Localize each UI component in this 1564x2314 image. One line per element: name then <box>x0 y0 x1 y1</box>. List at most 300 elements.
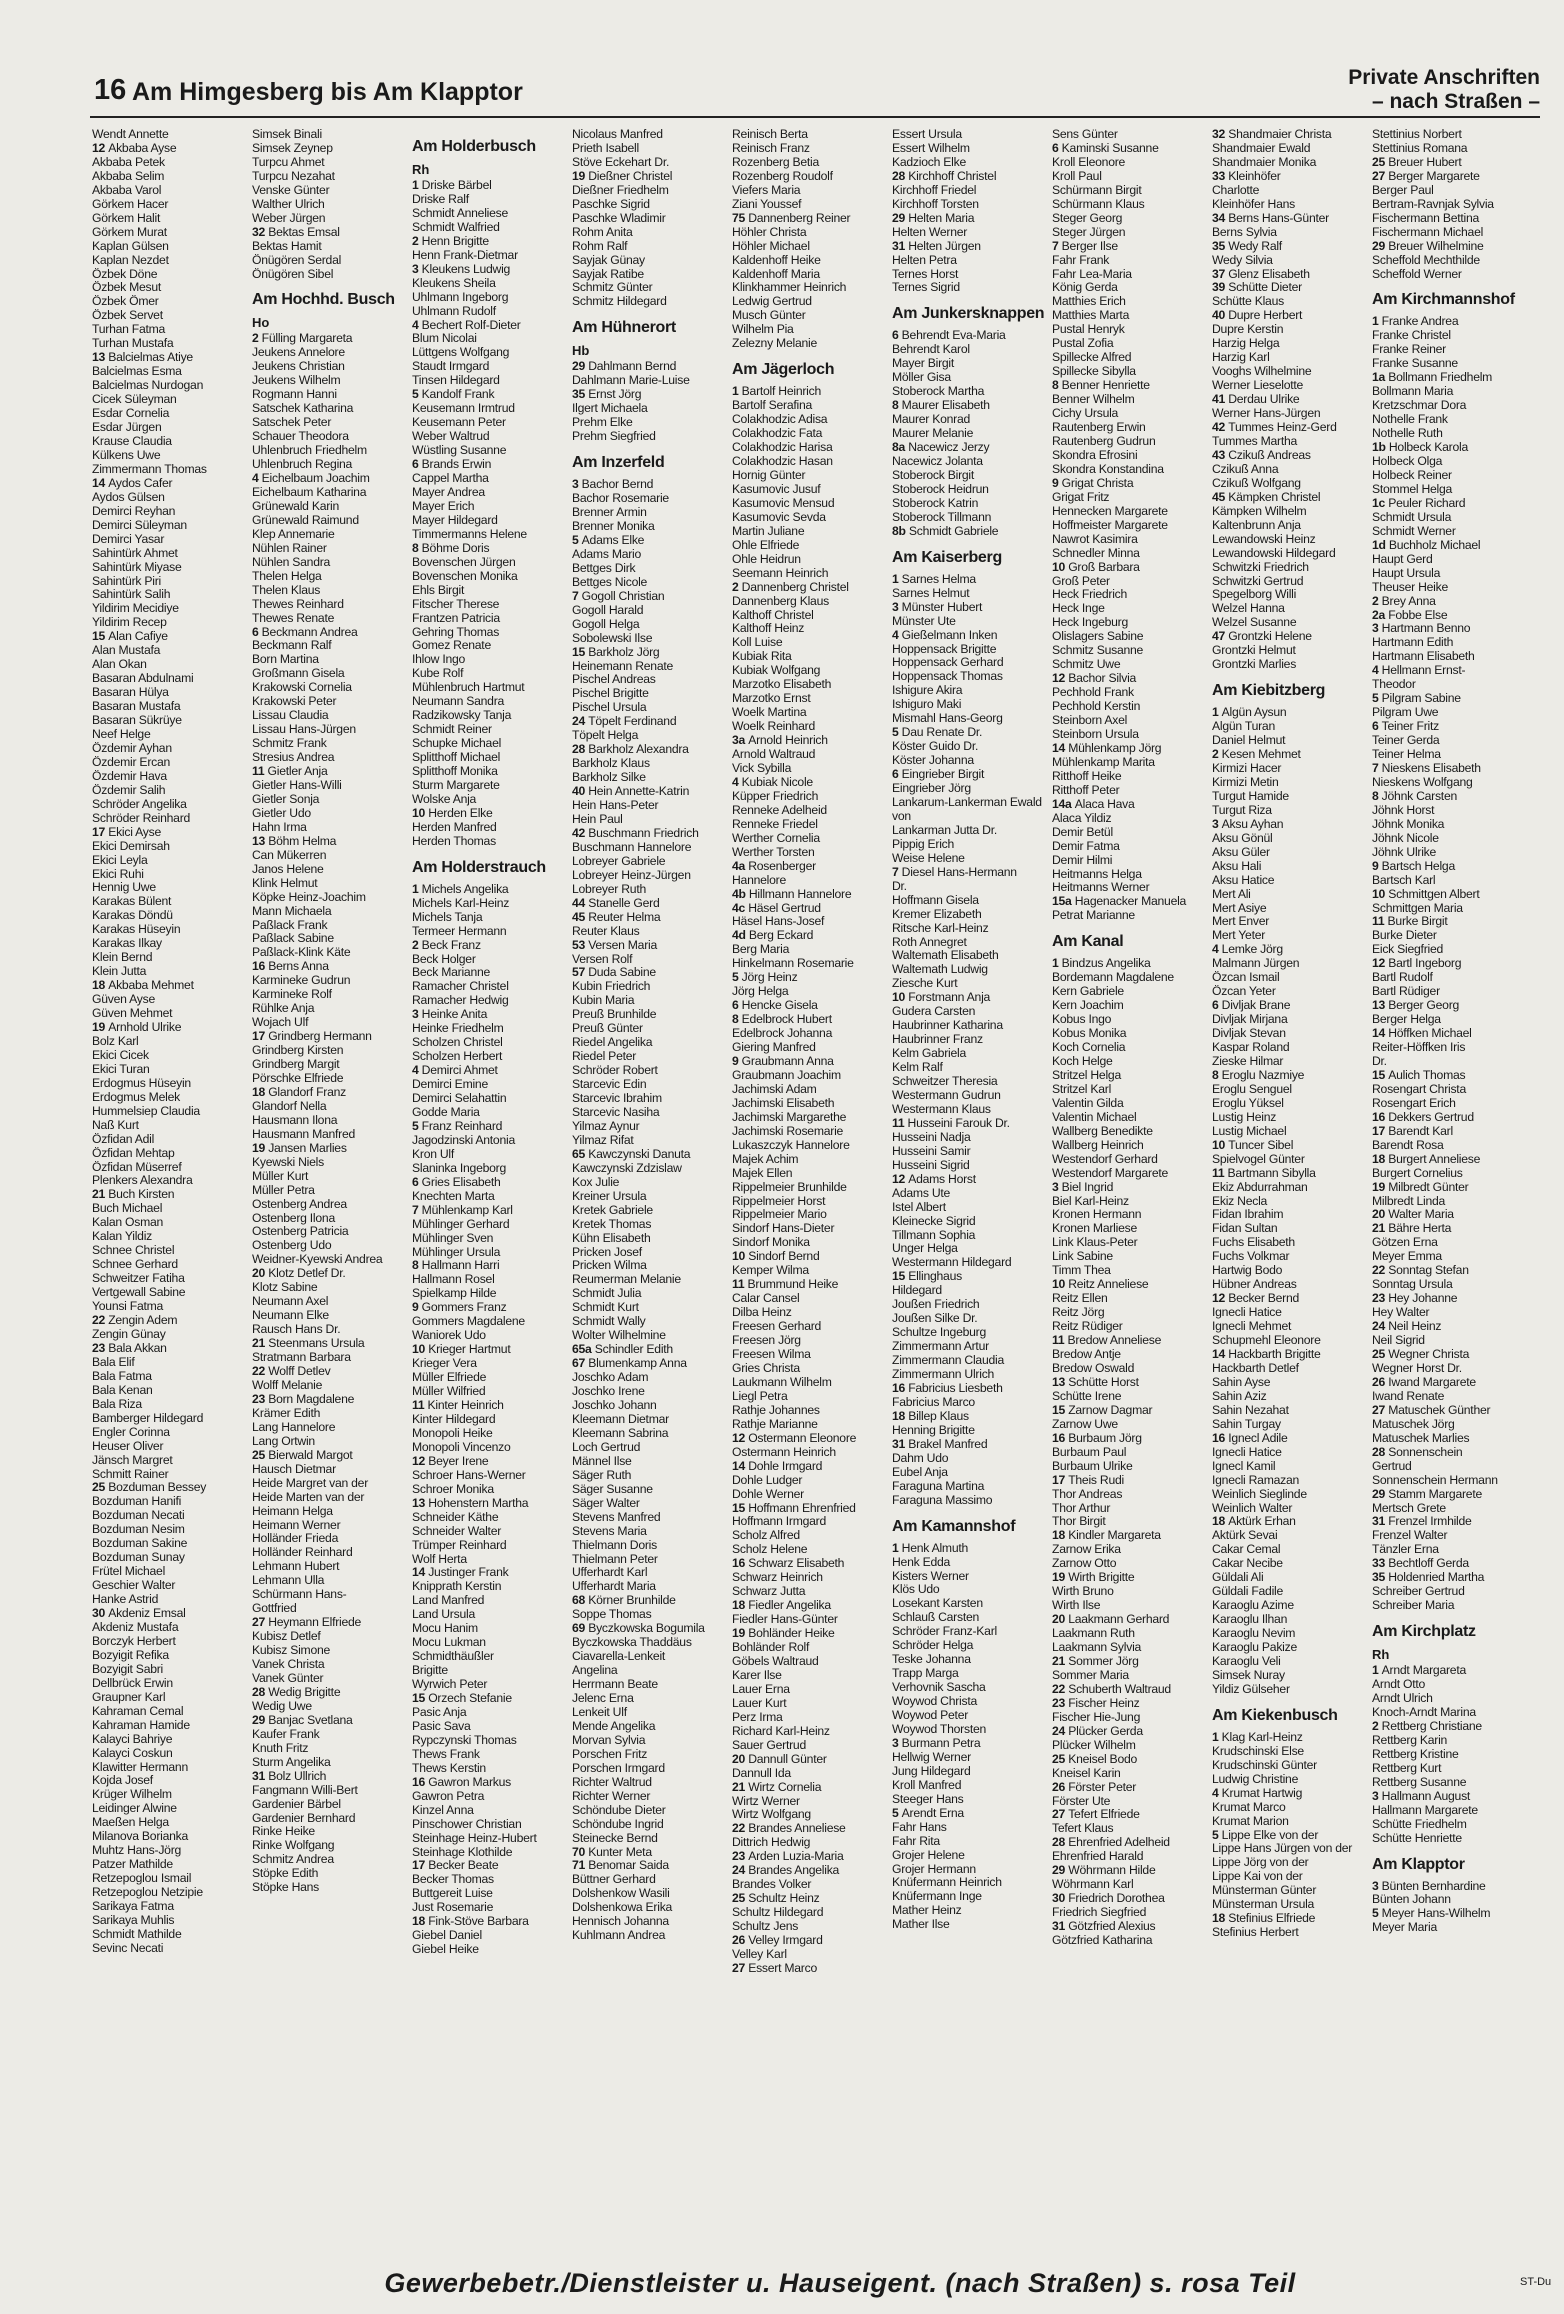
house-number: 4b <box>732 887 749 901</box>
resident-entry <box>412 1790 572 1804</box>
resident-entry <box>1052 1725 1212 1739</box>
resident-entry <box>1052 756 1212 770</box>
resident-entry <box>572 1748 732 1762</box>
page-title: Am Himgesberg bis Am Klapptor <box>132 78 523 106</box>
resident-entry <box>1052 142 1212 156</box>
resident-name: Westendorf Gerhard <box>1052 1152 1158 1166</box>
resident-name: Mismahl Hans-Georg <box>892 712 1003 726</box>
resident-entry <box>732 567 892 581</box>
resident-entry <box>1052 602 1212 616</box>
resident-entry <box>732 1474 892 1488</box>
resident-entry <box>1212 1432 1372 1446</box>
resident-entry <box>892 880 1052 894</box>
resident-name: Pischel Brigitte <box>572 687 649 701</box>
resident-name: Jöhnk Nicole <box>1372 831 1439 845</box>
resident-name: Zarnow Erika <box>1052 1543 1121 1557</box>
resident-entry <box>92 1607 252 1621</box>
resident-name: Dr. <box>892 879 907 893</box>
resident-name: Knüfermann Inge <box>892 1890 982 1904</box>
resident-entry <box>1372 720 1532 734</box>
resident-entry <box>1372 1818 1532 1832</box>
resident-entry <box>572 1608 732 1622</box>
resident-name: Müller Elfriede <box>412 1371 487 1385</box>
resident-name: Schröder Robert <box>572 1064 658 1078</box>
resident-entry <box>1212 915 1372 929</box>
resident-name: Justinger Frank <box>428 1566 509 1580</box>
resident-name: Demirci Süleyman <box>92 518 187 532</box>
resident-entry <box>412 1036 572 1050</box>
house-number: 19 <box>572 169 589 183</box>
resident-name: Heck Friedrich <box>1052 588 1128 602</box>
house-number: 67 <box>572 1357 589 1371</box>
resident-entry <box>1052 156 1212 170</box>
resident-name: Müller Kurt <box>252 1169 309 1183</box>
house-number: 21 <box>92 1188 109 1202</box>
resident-name: Önügören Sibel <box>252 267 334 281</box>
resident-entry <box>1212 929 1372 943</box>
resident-entry <box>572 1273 732 1287</box>
resident-name: Krakowski Peter <box>252 695 337 709</box>
resident-entry <box>572 1553 732 1567</box>
resident-name: Kämpken Wilhelm <box>1212 504 1307 518</box>
resident-entry <box>572 1092 732 1106</box>
resident-name: Zimmermann Artur <box>892 1340 989 1354</box>
resident-entry <box>1212 268 1372 282</box>
resident-name: Thor Birgit <box>1052 1515 1106 1529</box>
resident-name: Dr. <box>1372 1055 1387 1068</box>
resident-entry <box>1052 184 1212 198</box>
resident-entry <box>92 1063 252 1077</box>
resident-name: Geschier Walter <box>92 1579 176 1593</box>
resident-entry <box>1372 142 1532 156</box>
resident-name: Theuser Heike <box>1372 580 1449 594</box>
resident-entry <box>412 193 572 207</box>
resident-name: Kelm Gabriela <box>892 1047 966 1061</box>
resident-entry <box>1372 240 1532 254</box>
resident-entry <box>732 1697 892 1711</box>
resident-name: Knüfermann Heinrich <box>892 1876 1002 1890</box>
resident-name: Stettinius Romana <box>1372 141 1468 155</box>
resident-name: Lobreyer Heinz-Jürgen <box>572 868 691 882</box>
resident-entry <box>1372 1502 1532 1516</box>
resident-name: Aksu Güler <box>1212 845 1270 859</box>
resident-entry <box>252 709 412 723</box>
resident-name: Balcielmas Nurdogan <box>92 379 204 393</box>
resident-name: Wolff Detlev <box>268 1365 331 1379</box>
resident-entry <box>1052 561 1212 575</box>
house-number: 53 <box>572 938 589 952</box>
resident-entry <box>412 939 572 953</box>
resident-entry <box>1372 1125 1532 1139</box>
resident-name: Benomar Saida <box>588 1859 669 1873</box>
district-code: Rh <box>412 162 430 177</box>
resident-name: Heinke Friedhelm <box>412 1022 504 1036</box>
resident-name: Daniel Helmut <box>1212 734 1286 748</box>
resident-entry <box>572 701 732 715</box>
resident-name: Ostenberg Patricia <box>252 1225 349 1239</box>
resident-name: Krause Claudia <box>92 434 172 448</box>
resident-name: Demirci Emine <box>412 1078 488 1092</box>
resident-name: Kern Joachim <box>1052 999 1124 1013</box>
resident-entry <box>412 249 572 263</box>
street-heading: Am Hühnerort <box>572 319 676 337</box>
resident-name: Jeukens Christian <box>252 360 345 374</box>
resident-entry <box>1372 762 1532 776</box>
resident-entry <box>732 692 892 706</box>
resident-name: Shandmaier Christa <box>1228 128 1332 141</box>
house-number: 18 <box>1052 1529 1069 1543</box>
resident-name: Paschke Sigrid <box>572 197 650 211</box>
resident-name: Richter Werner <box>572 1789 651 1803</box>
resident-entry <box>412 1413 572 1427</box>
resident-name: Ishigure Akira <box>892 684 963 698</box>
resident-entry <box>1052 1167 1212 1181</box>
resident-entry <box>732 1850 892 1864</box>
house-number: 40 <box>1212 309 1229 323</box>
resident-entry <box>1372 692 1532 706</box>
resident-entry <box>1052 1474 1212 1488</box>
house-number: 25 <box>92 1481 109 1495</box>
resident-entry <box>92 1705 252 1719</box>
resident-name: Karmineke Gudrun <box>252 974 351 988</box>
resident-name: Lippe Hans Jürgen von der <box>1212 1842 1353 1856</box>
house-number: 14 <box>1052 741 1069 755</box>
resident-name: Kaldenhoff Heike <box>732 253 821 267</box>
resident-name: Becker Bernd <box>1228 1292 1300 1306</box>
resident-name: Buschmann Hannelore <box>572 840 692 854</box>
resident-entry <box>572 374 732 388</box>
resident-entry <box>92 1537 252 1551</box>
resident-entry <box>412 1594 572 1608</box>
resident-entry <box>892 1173 1052 1187</box>
resident-entry <box>1212 874 1372 888</box>
resident-entry <box>1372 1488 1532 1502</box>
resident-name: Retzepoglou Ismail <box>92 1872 192 1886</box>
resident-entry <box>92 1942 252 1956</box>
resident-name: Weber Waltrud <box>412 430 490 444</box>
house-number: 15 <box>1372 1068 1389 1082</box>
resident-name: Görkem Murat <box>92 225 167 239</box>
resident-name: Paschke Wladimir <box>572 211 666 225</box>
resident-name: Schröder Helga <box>892 1639 974 1653</box>
resident-entry <box>892 684 1052 698</box>
resident-entry <box>892 629 1052 643</box>
resident-name: Stöpke Edith <box>252 1867 319 1881</box>
resident-name: Ekiz Abdurrahman <box>1212 1180 1308 1194</box>
resident-entry <box>572 1427 732 1441</box>
resident-name: Sahin Nezahat <box>1212 1403 1289 1417</box>
resident-name: Heide Margret van der <box>252 1476 369 1490</box>
resident-name: Blumenkamp Anna <box>588 1357 687 1371</box>
resident-name: Theodor <box>1372 678 1416 692</box>
resident-name: Ritthoff Heike <box>1052 769 1122 783</box>
resident-name: Schindler Edith <box>594 1343 673 1357</box>
resident-entry <box>92 1830 252 1844</box>
resident-name: Yildirim Mecidiye <box>92 602 179 616</box>
resident-name: Grojer Hermann <box>892 1862 976 1876</box>
house-number: 23 <box>252 1392 269 1406</box>
resident-name: Tefert Klaus <box>1052 1822 1114 1836</box>
resident-entry <box>1212 1195 1372 1209</box>
house-number: 47 <box>1212 630 1229 644</box>
resident-entry <box>412 1511 572 1525</box>
resident-name: Dellbrück Erwin <box>92 1676 173 1690</box>
resident-name: Wolf Herta <box>412 1552 467 1566</box>
resident-name: Ekiz Necla <box>1212 1194 1268 1208</box>
resident-entry <box>1372 1013 1532 1027</box>
resident-name: Wolff Melanie <box>252 1378 323 1392</box>
resident-name: Brakel Manfred <box>908 1437 988 1451</box>
resident-entry <box>892 1438 1052 1452</box>
resident-name: Fuchs Volkmar <box>1212 1250 1290 1264</box>
resident-entry <box>572 576 732 590</box>
resident-entry <box>572 1315 732 1329</box>
house-number: 27 <box>252 1616 269 1630</box>
resident-entry <box>892 329 1052 343</box>
house-number: 4 <box>732 775 742 789</box>
resident-entry <box>732 957 892 971</box>
resident-name: Vick Sybilla <box>732 761 792 775</box>
resident-entry <box>412 1022 572 1036</box>
resident-entry <box>252 128 412 142</box>
resident-entry <box>252 1700 412 1714</box>
resident-name: Sahintürk Ahmet <box>92 546 178 560</box>
resident-name: Bollmann Friedhelm <box>1388 371 1493 385</box>
resident-entry <box>892 385 1052 399</box>
resident-entry <box>1212 1264 1372 1278</box>
resident-entry <box>1052 1236 1212 1250</box>
resident-entry <box>252 919 412 933</box>
resident-entry <box>572 142 732 156</box>
resident-name: Kasumovic Jusuf <box>732 482 821 496</box>
house-number: 6 <box>1052 141 1062 155</box>
resident-entry <box>732 1767 892 1781</box>
resident-name: Weber Jürgen <box>252 211 326 225</box>
resident-entry <box>1212 630 1372 644</box>
resident-name: Rohm Anita <box>572 225 633 239</box>
resident-entry <box>732 198 892 212</box>
resident-name: Lemke Jörg <box>1221 943 1283 957</box>
resident-entry <box>412 1301 572 1315</box>
resident-name: Arndt Ulrich <box>1372 1692 1433 1706</box>
resident-entry <box>892 1284 1052 1298</box>
resident-name: Starcevic Nasiha <box>572 1106 660 1119</box>
resident-name: Stritzel Helga <box>1052 1068 1121 1082</box>
resident-entry <box>732 1571 892 1585</box>
resident-name: Aktürk Erhan <box>1228 1515 1296 1529</box>
house-number: 3a <box>732 734 749 748</box>
resident-entry <box>252 1002 412 1016</box>
resident-name: Özbek Mesut <box>92 281 162 295</box>
resident-name: Wirtz Wolfgang <box>732 1808 811 1822</box>
house-number: 45 <box>1212 490 1229 504</box>
resident-name: Beck Marianne <box>412 966 491 980</box>
resident-entry <box>92 672 252 686</box>
resident-entry <box>1052 337 1212 351</box>
house-number: 14 <box>412 1566 429 1580</box>
house-number: 4 <box>1212 1786 1222 1800</box>
resident-name: Demir Betül <box>1052 825 1113 839</box>
resident-name: Mende Angelika <box>572 1719 656 1733</box>
resident-name: Akbaba Mehmet <box>108 979 194 993</box>
resident-name: Milbredt Günter <box>1388 1180 1469 1194</box>
resident-name: Kyewski Niels <box>252 1155 324 1169</box>
resident-name: Link Klaus-Peter <box>1052 1236 1138 1250</box>
resident-entry <box>92 1733 252 1747</box>
resident-entry <box>732 399 892 413</box>
resident-name: Rinke Heike <box>252 1825 315 1839</box>
resident-name: Rettberg Susanne <box>1372 1775 1467 1789</box>
resident-name: Groß Peter <box>1052 574 1110 588</box>
resident-entry <box>1372 1111 1532 1125</box>
resident-entry <box>412 695 572 709</box>
resident-entry <box>1052 1892 1212 1906</box>
resident-name: Jachimski Margarethe <box>732 1110 847 1124</box>
resident-entry <box>1212 1613 1372 1627</box>
resident-name: Akbaba Ayse <box>108 141 177 155</box>
resident-entry <box>892 740 1052 754</box>
resident-entry <box>92 1719 252 1733</box>
house-number: 28 <box>572 743 589 757</box>
resident-entry <box>892 1709 1052 1723</box>
resident-entry <box>732 1683 892 1697</box>
resident-entry <box>732 1390 892 1404</box>
house-number: 10 <box>1372 887 1389 901</box>
resident-entry <box>1212 1529 1372 1543</box>
resident-name: Aulich Thomas <box>1388 1068 1466 1082</box>
resident-name: Prieth Isabell <box>572 141 639 155</box>
resident-entry <box>412 1427 572 1441</box>
resident-entry <box>892 128 1052 142</box>
resident-name: Nieskens Elisabeth <box>1381 761 1481 775</box>
resident-name: Colakhodzic Harisa <box>732 441 833 455</box>
house-number: 2 <box>732 580 742 594</box>
resident-name: Ledwig Gertrud <box>732 295 812 309</box>
resident-name: Riedel Peter <box>572 1050 637 1064</box>
resident-name: Karaoglu Ilhan <box>1212 1613 1288 1627</box>
resident-name: Tänzler Erna <box>1372 1543 1439 1557</box>
street-heading: Am Jägerloch <box>732 361 835 379</box>
resident-entry <box>1372 525 1532 539</box>
resident-entry <box>92 533 252 547</box>
resident-name: Welzel Susanne <box>1212 616 1297 630</box>
resident-entry <box>92 1021 252 1035</box>
resident-name: Monopoli Vincenzo <box>412 1440 511 1454</box>
resident-name: Wallberg Heinrich <box>1052 1138 1144 1152</box>
resident-entry <box>1212 1599 1372 1613</box>
resident-entry <box>1052 268 1212 282</box>
resident-entry <box>1052 854 1212 868</box>
resident-entry <box>572 1511 732 1525</box>
resident-name: Mert Enver <box>1212 915 1270 929</box>
resident-entry <box>1052 1376 1212 1390</box>
resident-entry <box>1372 497 1532 511</box>
resident-entry <box>1212 351 1372 365</box>
resident-name: Köpke Heinz-Joachim <box>252 890 366 904</box>
resident-entry <box>1212 421 1372 435</box>
resident-entry <box>92 1244 252 1258</box>
resident-name: Thews Kerstin <box>412 1761 486 1775</box>
resident-entry <box>252 1128 412 1142</box>
house-number: 4 <box>892 628 902 642</box>
resident-name: Fink-Stöve Barbara <box>428 1915 529 1929</box>
resident-entry <box>1052 616 1212 630</box>
resident-name: Link Sabine <box>1052 1250 1113 1264</box>
resident-name: Bozyigit Refika <box>92 1648 169 1662</box>
resident-entry <box>412 1441 572 1455</box>
resident-name: Burbaum Paul <box>1052 1445 1127 1459</box>
resident-entry <box>892 1187 1052 1201</box>
resident-name: Husseini Sigrid <box>892 1158 970 1172</box>
house-number: 24 <box>1372 1320 1389 1334</box>
resident-entry <box>412 179 572 193</box>
resident-entry <box>1372 664 1532 678</box>
resident-name: Angelina <box>572 1664 618 1678</box>
resident-entry <box>732 1292 892 1306</box>
resident-entry <box>252 835 412 849</box>
resident-name: Breuer Hubert <box>1388 155 1462 169</box>
resident-entry <box>732 1348 892 1362</box>
resident-entry <box>92 1356 252 1370</box>
house-number: 16 <box>1052 1431 1069 1445</box>
resident-entry <box>732 650 892 664</box>
resident-entry <box>412 1873 572 1887</box>
resident-entry <box>892 1793 1052 1807</box>
resident-name: Akbaba Petek <box>92 155 165 169</box>
house-number: 27 <box>732 1961 749 1975</box>
resident-name: Schupke Michael <box>412 737 502 751</box>
resident-entry <box>1372 1222 1532 1236</box>
resident-name: Shandmaier Monika <box>1212 155 1317 169</box>
resident-name: Michels Tanja <box>412 910 483 924</box>
resident-entry <box>1372 1208 1532 1222</box>
resident-entry <box>732 281 892 295</box>
resident-entry <box>892 670 1052 684</box>
resident-name: Skondra Konstandina <box>1052 462 1164 476</box>
resident-entry <box>412 277 572 291</box>
resident-entry <box>892 1340 1052 1354</box>
house-number: 12 <box>92 141 109 155</box>
resident-entry <box>1212 1334 1372 1348</box>
resident-entry <box>572 1497 732 1511</box>
resident-name: Schnee Gerhard <box>92 1258 178 1272</box>
resident-entry <box>1052 1920 1212 1934</box>
resident-name: Dahlmann Bernd <box>588 360 677 374</box>
house-number: 1 <box>892 572 902 586</box>
resident-entry <box>1372 943 1532 957</box>
resident-entry <box>92 295 252 309</box>
resident-entry <box>1372 427 1532 441</box>
resident-entry <box>732 1739 892 1753</box>
resident-entry <box>1052 505 1212 519</box>
resident-name: Franke Christel <box>1372 329 1451 343</box>
resident-name: Heuser Oliver <box>92 1439 164 1453</box>
resident-entry <box>572 1036 732 1050</box>
resident-entry <box>732 860 892 874</box>
resident-entry <box>572 939 732 953</box>
resident-entry <box>252 849 412 863</box>
resident-entry <box>1052 1543 1212 1557</box>
resident-name: Seemann Heinrich <box>732 566 829 580</box>
resident-entry <box>1052 1739 1212 1753</box>
resident-entry <box>1052 1111 1212 1125</box>
resident-name: Demir Hilmi <box>1052 853 1113 867</box>
directory-column <box>732 128 892 2273</box>
resident-name: Harzig Helga <box>1212 337 1280 351</box>
house-number: 10 <box>1212 1138 1229 1152</box>
house-number: 10 <box>892 991 909 1005</box>
resident-name: Velley Irmgard <box>748 1934 823 1948</box>
